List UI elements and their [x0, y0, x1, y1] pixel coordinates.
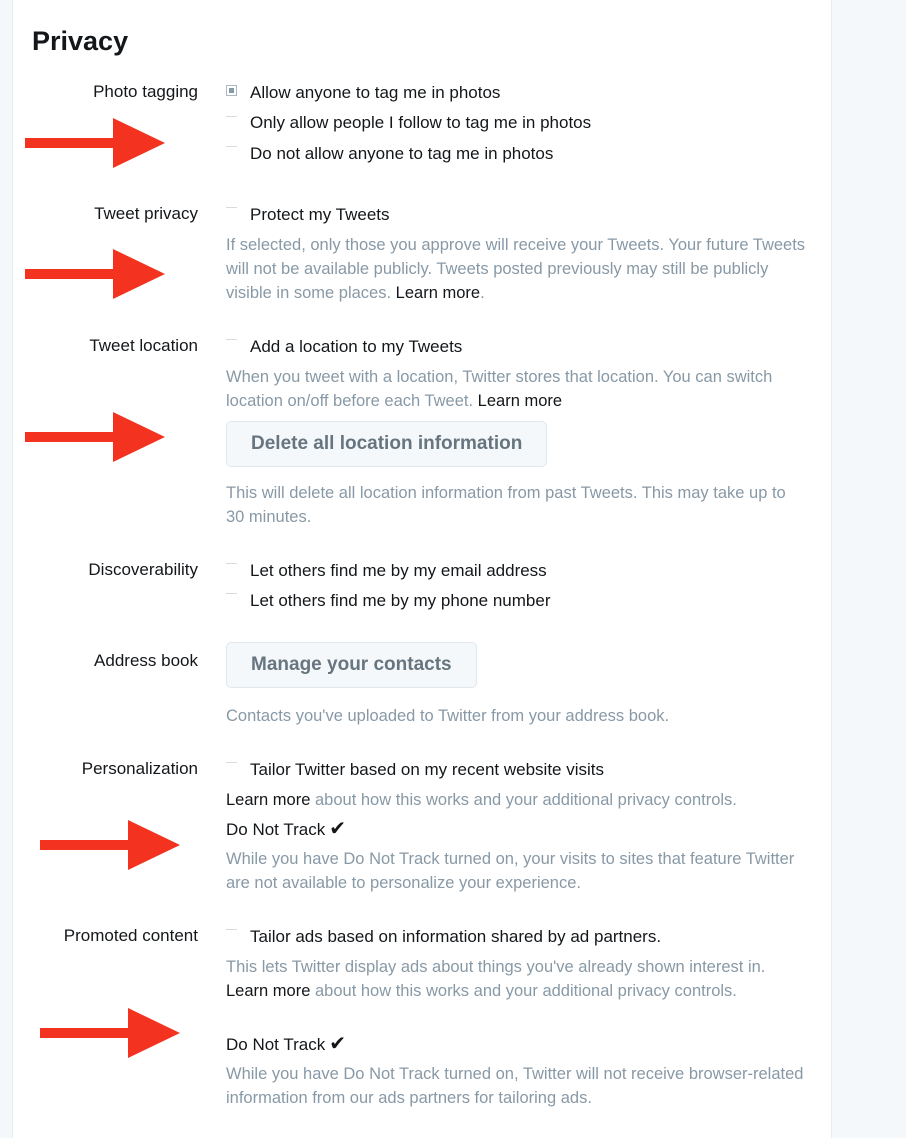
red-arrow-icon — [25, 118, 165, 168]
find-by-phone-checkbox[interactable] — [226, 593, 237, 596]
tailor-twitter-checkbox[interactable] — [226, 762, 237, 765]
personalization-learn-more-link[interactable]: Learn more — [226, 791, 311, 809]
delete-location-description: This will delete all location information from past Tweets. This may take up to 30 minutes. — [226, 484, 786, 526]
promoted-dnt-label: Do Not Track — [226, 1035, 326, 1054]
tweet-privacy-label: Tweet privacy — [94, 204, 198, 223]
personalization-dnt-label: Do Not Track — [226, 820, 326, 839]
location-checkbox[interactable] — [226, 339, 237, 342]
page-title: Privacy — [32, 26, 129, 56]
photo-tag-none-label[interactable]: Do not allow anyone to tag me in photos — [250, 144, 554, 163]
protect-tweets-checkbox[interactable] — [226, 207, 237, 210]
delete-location-button[interactable]: Delete all location information — [226, 421, 547, 467]
photo-tagging-label: Photo tagging — [93, 82, 198, 101]
promoted-content-text: This lets Twitter display ads about things you've already shown interest in. — [226, 958, 766, 976]
personalization-learn-more-text: about how this works and your additional privacy controls. — [314, 791, 737, 809]
tailor-ads-checkbox[interactable] — [226, 929, 237, 932]
tweet-privacy-text: If selected, only those you approve will receive your Tweets. Your future Tweets will not be available publicly. Tweets posted previously may still be publicly visible in some places. — [226, 236, 806, 302]
promoted-learn-more-text: about how this works and your additional privacy controls. — [314, 982, 737, 1000]
red-arrow-icon — [40, 1008, 180, 1058]
tweet-privacy-period: . — [480, 284, 485, 302]
promoted-dnt-description: While you have Do Not Track turned on, Twitter will not receive browser-related information from our ads partners for tailoring ads. — [226, 1065, 804, 1107]
tweet-location-description — [226, 365, 806, 413]
promoted-content-label: Promoted content — [63, 926, 198, 945]
find-by-email-label[interactable]: Let others find me by my email address — [250, 561, 547, 580]
photo-tag-none-radio[interactable] — [226, 146, 237, 149]
photo-tag-followers-radio[interactable] — [226, 116, 237, 119]
promoted-content-description — [226, 955, 806, 1003]
protect-tweets-label[interactable]: Protect my Tweets — [250, 205, 390, 224]
red-arrow-icon — [25, 249, 165, 299]
photo-tag-anyone-label[interactable]: Allow anyone to tag me in photos — [250, 83, 501, 102]
tailor-twitter-label[interactable]: Tailor Twitter based on my recent website visits — [250, 760, 604, 779]
privacy-panel — [12, 0, 832, 1138]
check-icon: ✔ — [329, 1033, 346, 1055]
tweet-location-label: Tweet location — [89, 336, 198, 355]
manage-contacts-button[interactable]: Manage your contacts — [226, 642, 477, 688]
tailor-ads-label[interactable]: Tailor ads based on information shared by ad partners. — [250, 927, 662, 946]
tweet-location-learn-more-link[interactable]: Learn more — [477, 392, 563, 410]
address-book-description: Contacts you've uploaded to Twitter from your address book. — [226, 707, 670, 725]
promoted-learn-more-link[interactable]: Learn more — [226, 982, 311, 1000]
tweet-privacy-description — [226, 233, 806, 305]
location-checkbox-label[interactable]: Add a location to my Tweets — [250, 337, 463, 356]
check-icon: ✔ — [329, 818, 346, 840]
promoted-dnt-status — [226, 1031, 346, 1056]
discoverability-label: Discoverability — [88, 560, 198, 579]
find-by-phone-label[interactable]: Let others find me by my phone number — [250, 591, 551, 610]
tweet-privacy-learn-more-link[interactable]: Learn more — [395, 284, 481, 302]
red-arrow-icon — [40, 820, 180, 870]
red-arrow-icon — [25, 412, 165, 462]
personalization-label: Personalization — [81, 759, 198, 778]
personalization-dnt-status — [226, 816, 346, 841]
tweet-location-text: When you tweet with a location, Twitter stores that location. You can switch location on/off before each Tweet. — [226, 368, 773, 410]
personalization-dnt-description: While you have Do Not Track turned on, your visits to sites that feature Twitter are not available to personalize your experience. — [226, 850, 795, 892]
photo-tag-anyone-radio[interactable] — [226, 85, 237, 96]
photo-tag-followers-label[interactable]: Only allow people I follow to tag me in photos — [250, 113, 592, 132]
personalization-learn-more — [226, 788, 806, 812]
find-by-email-checkbox[interactable] — [226, 563, 237, 566]
address-book-label: Address book — [94, 651, 198, 670]
